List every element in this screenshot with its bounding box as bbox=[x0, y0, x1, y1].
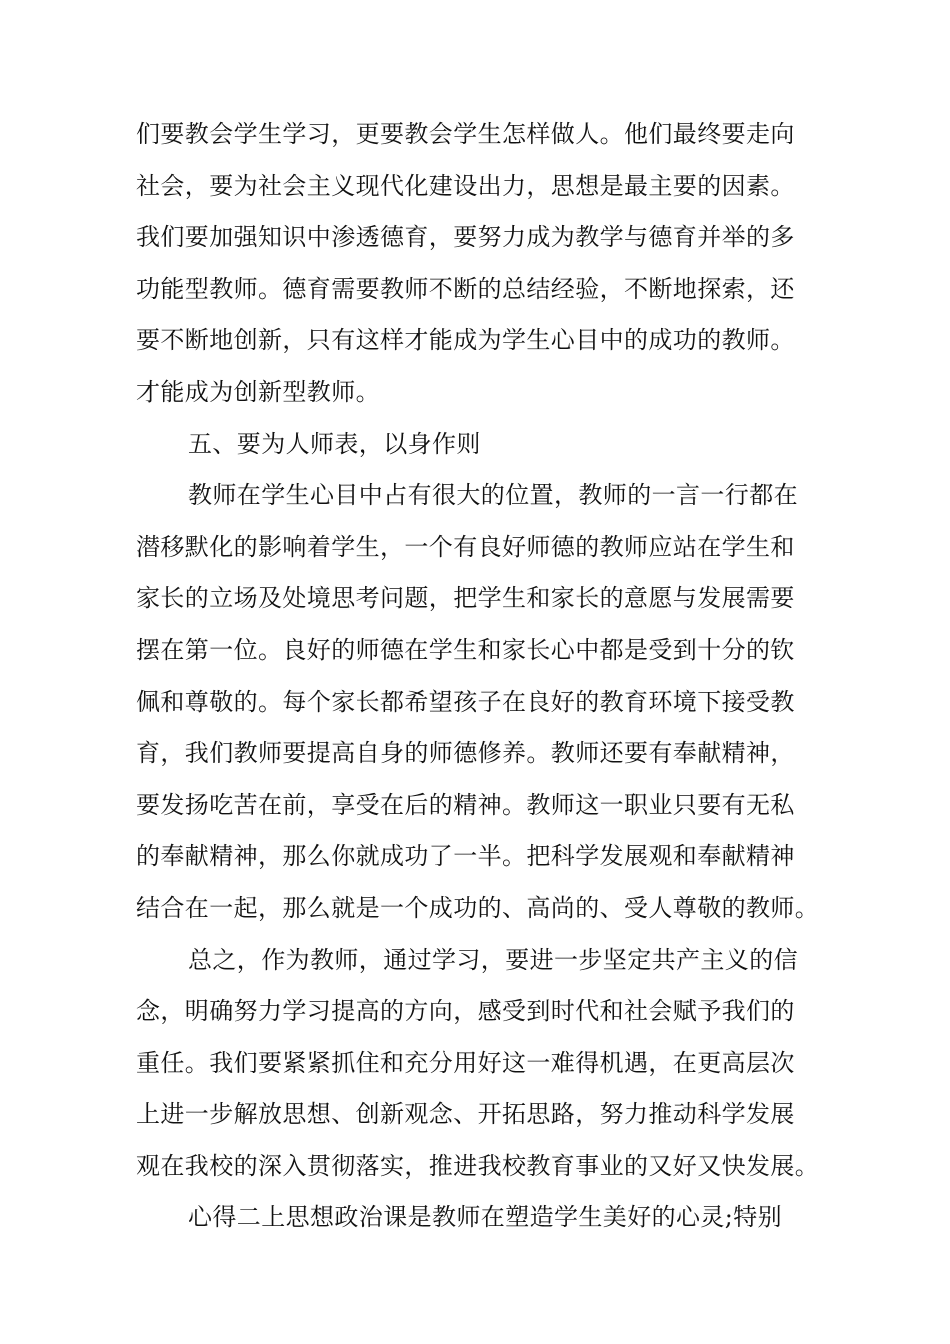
text-line: 潜移默化的影响着学生，一个有良好师德的教师应站在学生和 bbox=[136, 532, 795, 561]
text-line: 才能成为创新型教师。 bbox=[136, 377, 380, 406]
text-line: 观在我校的深入贯彻落实，推进我校教育事业的又好又快发展。 bbox=[136, 1151, 820, 1180]
text-line: 心得二上思想政治课是教师在塑造学生美好的心灵;特别 bbox=[188, 1203, 783, 1232]
text-line: 要发扬吃苦在前，享受在后的精神。教师这一职业只要有无私 bbox=[136, 790, 795, 819]
text-line: 的奉献精神，那么你就成功了一半。把科学发展观和奉献精神 bbox=[136, 842, 795, 871]
text-line: 教师在学生心目中占有很大的位置，教师的一言一行都在 bbox=[188, 481, 798, 510]
text-line: 们要教会学生学习，更要教会学生怎样做人。他们最终要走向 bbox=[136, 120, 795, 148]
body-text bbox=[136, 112, 836, 1247]
section-heading: 五、要为人师表，以身作则 bbox=[188, 429, 481, 458]
text-line: 育，我们教师要提高自身的师德修养。教师还要有奉献精神， bbox=[136, 739, 795, 768]
text-line: 功能型教师。德育需要教师不断的总结经验，不断地探索，还 bbox=[136, 274, 795, 303]
text-line: 我们要加强知识中渗透德育，要努力成为教学与德育并举的多 bbox=[136, 223, 795, 252]
text-line: 结合在一起，那么就是一个成功的、高尚的、受人尊敬的教师。 bbox=[136, 893, 820, 922]
text-line: 上进一步解放思想、创新观念、开拓思路，努力推动科学发展 bbox=[136, 1100, 795, 1129]
text-line: 家长的立场及处境思考问题，把学生和家长的意愿与发展需要 bbox=[136, 584, 795, 613]
text-line: 总之，作为教师，通过学习，要进一步坚定共产主义的信 bbox=[188, 945, 798, 974]
text-line: 佩和尊敬的。每个家长都希望孩子在良好的教育环境下接受教 bbox=[136, 687, 795, 716]
text-line: 摆在第一位。良好的师德在学生和家长心中都是受到十分的钦 bbox=[136, 635, 795, 664]
text-line: 念，明确努力学习提高的方向，感受到时代和社会赋予我们的 bbox=[136, 997, 795, 1026]
text-line: 社会，要为社会主义现代化建设出力，思想是最主要的因素。 bbox=[136, 171, 795, 200]
text-line: 要不断地创新，只有这样才能成为学生心目中的成功的教师。 bbox=[136, 326, 795, 355]
text-line: 重任。我们要紧紧抓住和充分用好这一难得机遇，在更高层次 bbox=[136, 1048, 795, 1077]
